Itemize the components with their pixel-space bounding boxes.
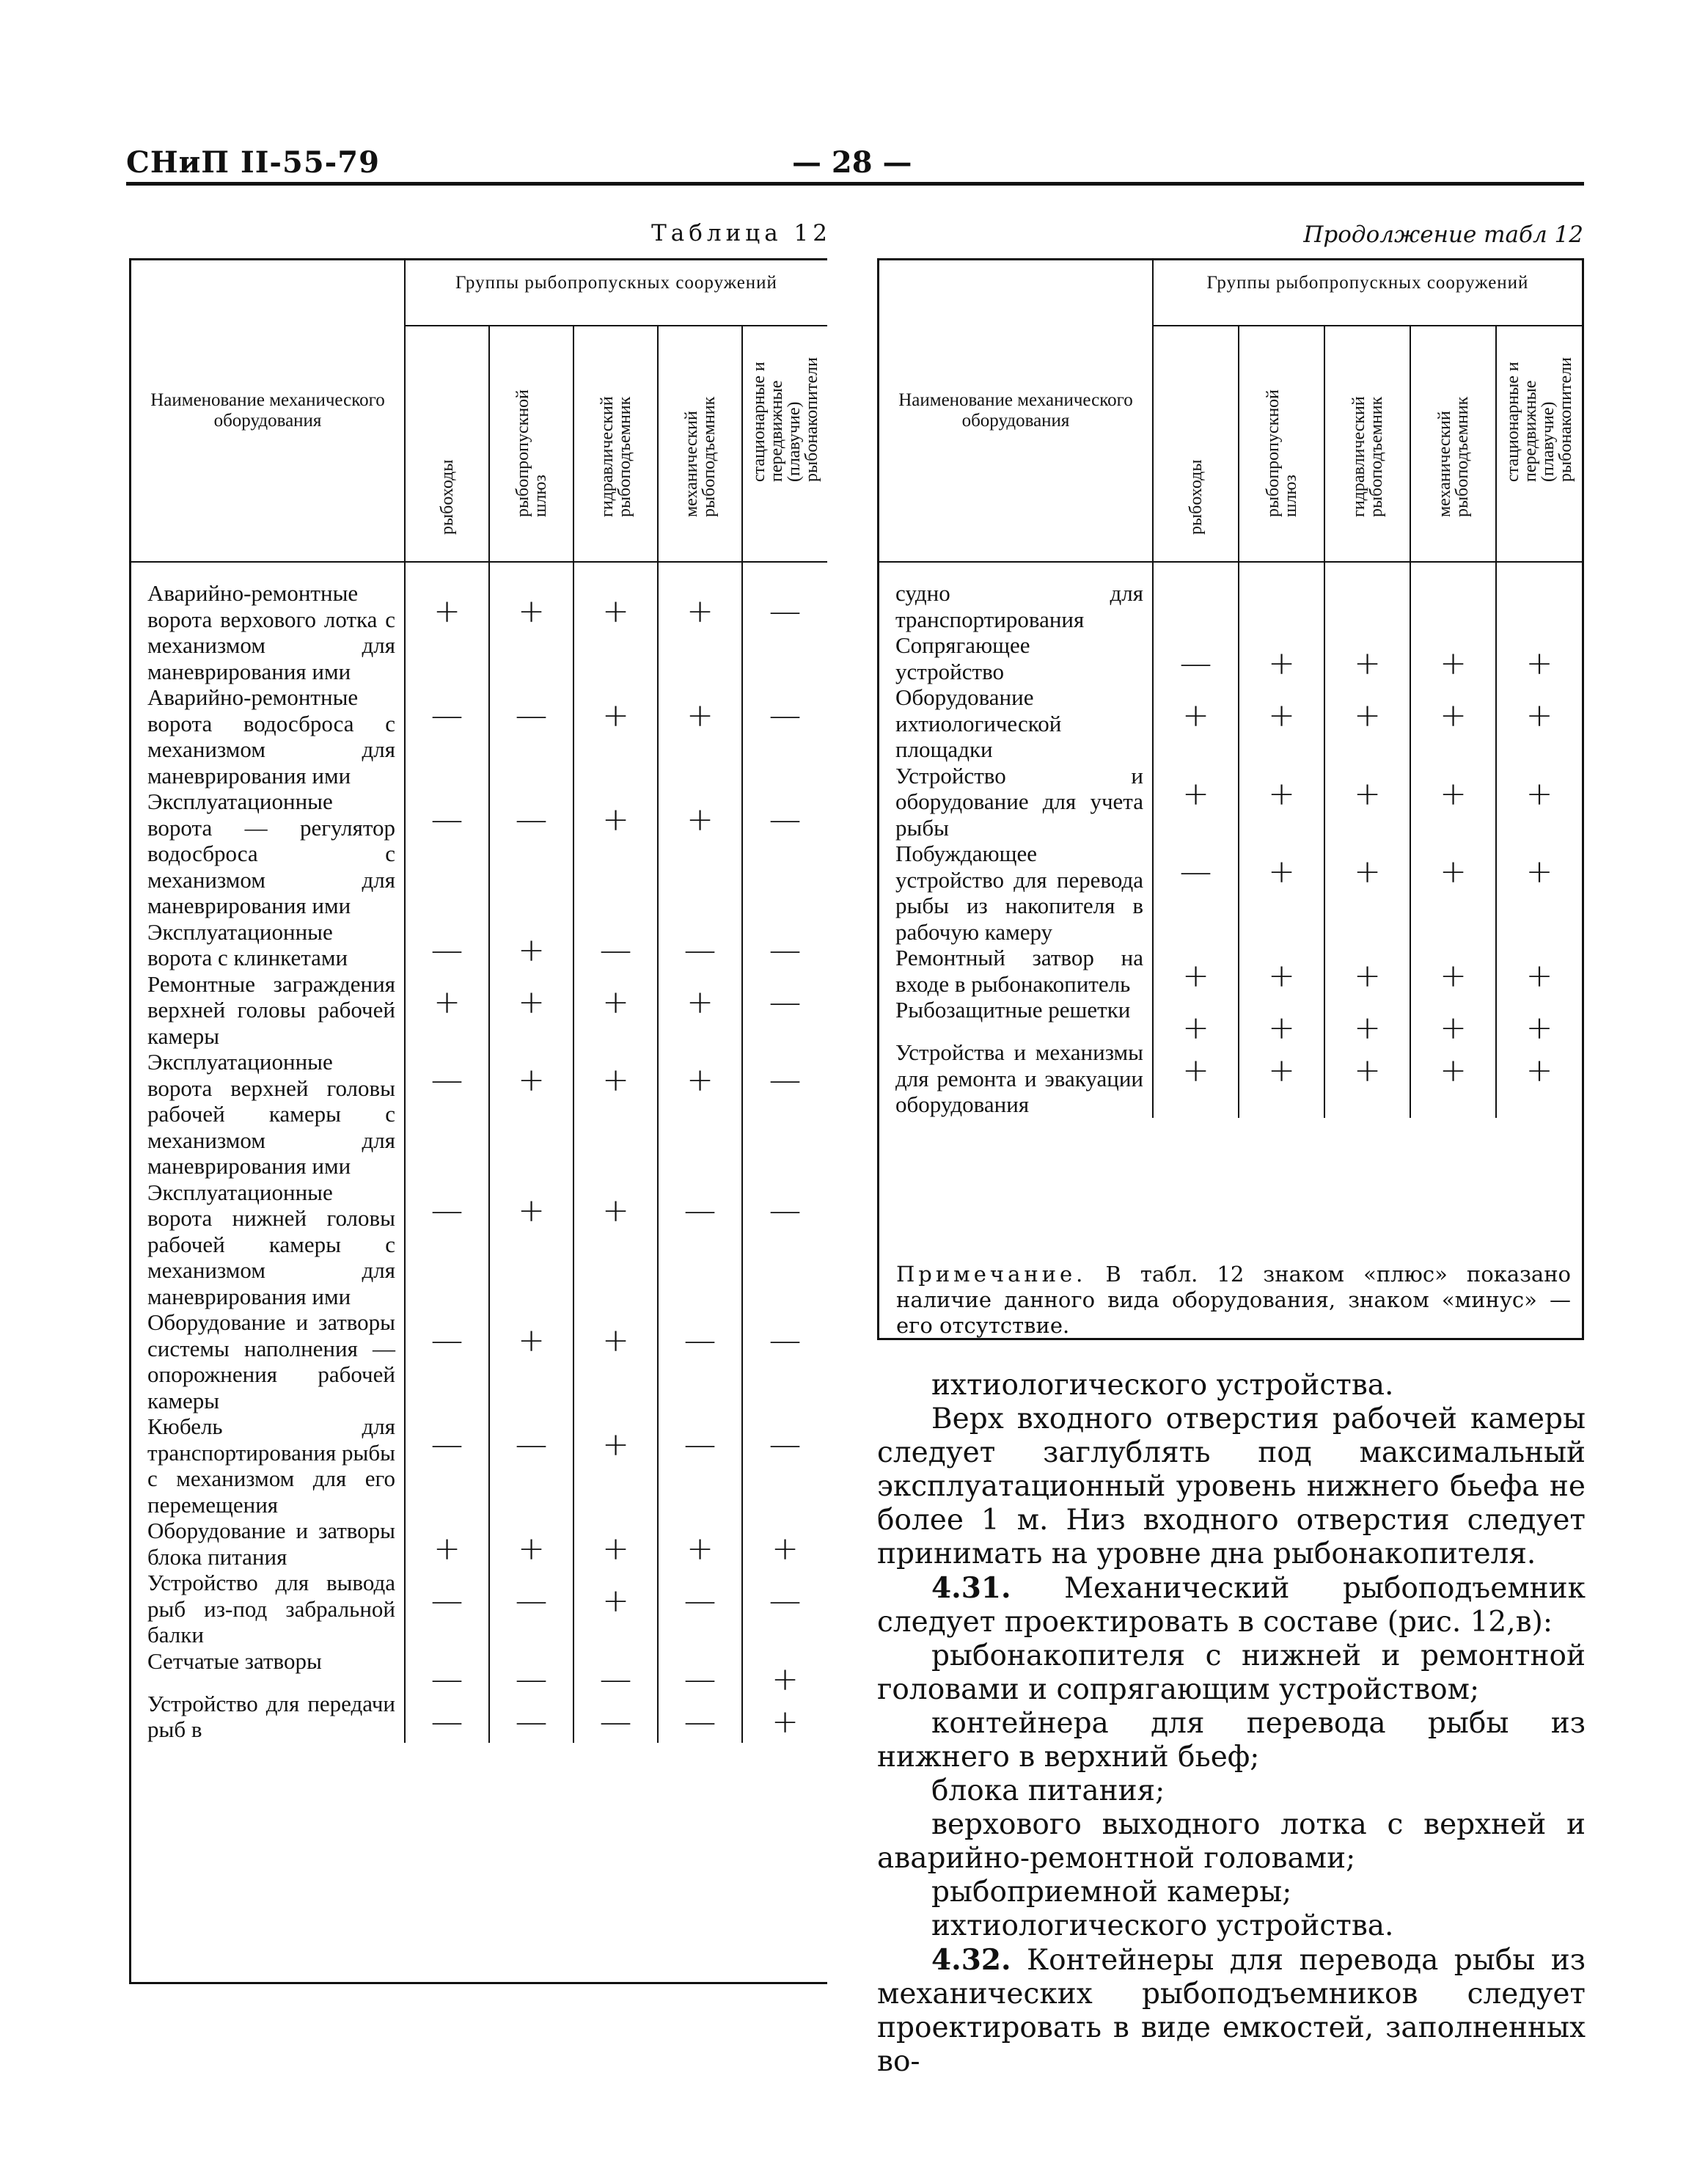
presence-mark: — [489, 789, 573, 919]
presence-mark: + [573, 684, 658, 789]
presence-mark: — [1153, 632, 1239, 684]
presence-mark: + [658, 684, 742, 789]
list-item: блока питания; [931, 1774, 1165, 1807]
equipment-name: Побуждающее устройство для перевода рыбы из накопителя в рабочую камеру [879, 841, 1153, 945]
document-code: СНиП II-55-79 [126, 145, 380, 180]
presence-mark: + [1410, 1039, 1496, 1118]
presence-mark: + [1525, 853, 1553, 890]
body-text [877, 1369, 1586, 2079]
table-row [131, 1570, 827, 1648]
presence-mark: + [1239, 997, 1324, 1039]
equipment-name: Ремонтный затвор на входе в рыбонакопитель [879, 945, 1153, 997]
presence-mark: + [771, 1530, 799, 1568]
presence-mark: — [405, 684, 489, 789]
equipment-name: Аварийно-ремонтные ворота водосброса с механизмом для маневрирования ими [131, 684, 405, 789]
table-row [131, 1179, 827, 1310]
column-header: механический рыбоподъемник [658, 326, 742, 562]
presence-mark: + [1410, 945, 1496, 997]
presence-mark: + [1324, 841, 1410, 945]
presence-mark: + [1324, 632, 1410, 684]
presence-mark: — [1153, 841, 1239, 945]
presence-mark: + [658, 1518, 742, 1570]
table-row [131, 1648, 827, 1691]
column-header: механический рыбоподъемник [1410, 326, 1496, 562]
presence-mark: + [1410, 763, 1496, 841]
presence-mark: + [1410, 997, 1496, 1039]
presence-mark: — [489, 1413, 573, 1518]
table-row [879, 997, 1582, 1039]
presence-mark: — [769, 1322, 802, 1359]
equipment-name: Кюбель для транспортирования рыбы с механизмом для его перемещения [131, 1413, 405, 1518]
table-row [131, 1309, 827, 1413]
paragraph: ихтиологического устройства. [931, 1369, 1394, 1402]
presence-mark: — [769, 1426, 802, 1463]
presence-mark: + [1410, 684, 1496, 763]
presence-mark: — [769, 1191, 802, 1229]
presence-mark [1153, 562, 1239, 632]
table-row [879, 632, 1582, 684]
presence-mark: + [658, 562, 742, 684]
presence-mark: + [1239, 632, 1324, 684]
presence-mark: — [405, 1413, 489, 1518]
presence-mark: — [489, 1691, 573, 1743]
presence-mark: — [405, 1049, 489, 1179]
presence-mark: + [1324, 997, 1410, 1039]
presence-mark: — [405, 1570, 489, 1648]
presence-mark: — [489, 1648, 573, 1691]
presence-mark: + [1525, 1052, 1553, 1089]
presence-mark: — [405, 1179, 489, 1310]
presence-mark [1496, 562, 1582, 632]
group-header: Группы рыбопропускных сооружений [405, 260, 827, 326]
list-item: верхового выходного лотка с верхней и аварийно-ремонтной головами; [877, 1808, 1586, 1875]
right-table-frame [877, 258, 1584, 1340]
presence-mark: — [573, 1648, 658, 1691]
table-row [131, 1518, 827, 1570]
paragraph [877, 1571, 1586, 1639]
table-note [896, 1262, 1571, 1339]
presence-mark: + [1410, 841, 1496, 945]
presence-mark: + [489, 1179, 573, 1310]
presence-mark: + [1239, 763, 1324, 841]
name-column-header: Наименование механического оборудования [131, 260, 405, 563]
presence-mark: + [573, 789, 658, 919]
presence-mark: — [405, 1309, 489, 1413]
page-number: — 28 — [792, 145, 912, 180]
equipment-table [131, 258, 827, 1743]
name-column-header: Наименование механического оборудования [879, 260, 1153, 563]
table-row [879, 763, 1582, 841]
table-row [131, 684, 827, 789]
presence-mark: + [658, 1049, 742, 1179]
equipment-name: Эксплуатационные ворота верхней головы рабочей камеры с механизмом для маневрирования ими [131, 1049, 405, 1179]
clause-text: Контейнеры для перевода рыбы из механических рыбоподъемников следует проектировать в виде емкостей, заполненных во- [877, 1944, 1586, 2078]
presence-mark: — [658, 1413, 742, 1518]
paragraph: Верх входного отверстия рабочей камеры следует заглублять под максимальный эксплуатационный уровень нижнего бьефа не более 1 м. Низ входного отверстия следует принимать на уровне дна рыбонакопителя. [877, 1402, 1586, 1570]
presence-mark [1410, 562, 1496, 632]
presence-mark: + [573, 1309, 658, 1413]
presence-mark: — [573, 1691, 658, 1743]
group-header: Группы рыбопропускных сооружений [1153, 260, 1582, 326]
table-row [131, 1049, 827, 1179]
equipment-name: Ремонтные заграждения верхней головы рабочей камеры [131, 971, 405, 1050]
column-header: гидравлический рыбоподъемник [1324, 326, 1410, 562]
presence-mark: + [1525, 697, 1553, 734]
presence-mark: — [769, 983, 802, 1021]
presence-mark: + [405, 971, 489, 1050]
equipment-name: Рыбозащитные решетки [879, 997, 1153, 1039]
list-item: рыбоприемной камеры; [931, 1876, 1292, 1909]
presence-mark: + [573, 971, 658, 1050]
table-row [879, 1039, 1582, 1118]
equipment-name: Эксплуатационные ворота нижней головы рабочей камеры с механизмом для маневрирования ими [131, 1179, 405, 1310]
presence-mark: + [1324, 763, 1410, 841]
clause-number: 4.31. [931, 1571, 1011, 1605]
presence-mark: + [489, 1309, 573, 1413]
presence-mark: + [489, 1518, 573, 1570]
presence-mark: + [1525, 775, 1553, 813]
table-row [131, 919, 827, 971]
presence-mark: + [405, 1518, 489, 1570]
table-continuation-caption: Продолжение табл 12 [1303, 222, 1583, 248]
table-row [879, 684, 1582, 763]
presence-mark: + [1239, 841, 1324, 945]
note-label: Примечание. [896, 1262, 1087, 1287]
column-header: рыбоходы [1153, 326, 1239, 562]
presence-mark: + [1525, 957, 1553, 995]
presence-mark: + [658, 971, 742, 1050]
equipment-name: Аварийно-ремонтные ворота верхового лотка с механизмом для маневрирования ими [131, 562, 405, 684]
note-text: В табл. 12 знаком «плюс» показано наличие данного вида оборудования, знаком «минус» — его отсутствие. [896, 1262, 1571, 1338]
table-row [131, 789, 827, 919]
presence-mark: + [1239, 684, 1324, 763]
table-row [131, 1691, 827, 1743]
column-header: рыбопропускной шлюз [1239, 326, 1324, 562]
paragraph [877, 1943, 1586, 2079]
presence-mark: + [1153, 1039, 1239, 1118]
presence-mark: + [1239, 1039, 1324, 1118]
equipment-name: Оборудование ихтиологической площадки [879, 684, 1153, 763]
presence-mark: — [769, 1582, 802, 1620]
presence-mark: — [769, 697, 802, 734]
equipment-name: Оборудование и затворы системы наполнения — опорожнения рабочей камеры [131, 1309, 405, 1413]
presence-mark: — [405, 1691, 489, 1743]
table-row [131, 1413, 827, 1518]
presence-mark: + [573, 1413, 658, 1518]
presence-mark: — [658, 1309, 742, 1413]
presence-mark: + [1410, 632, 1496, 684]
equipment-name: Устройства и механизмы для ремонта и эвакуации оборудования [879, 1039, 1153, 1118]
equipment-name: судно для транспортирования [879, 562, 1153, 632]
presence-mark: — [658, 1648, 742, 1691]
table-row [879, 945, 1582, 997]
presence-mark: + [489, 971, 573, 1050]
presence-mark: + [573, 562, 658, 684]
presence-mark: + [1324, 1039, 1410, 1118]
presence-mark: — [658, 1570, 742, 1648]
presence-mark: + [1525, 1009, 1553, 1047]
list-item: ихтиологического устройства. [931, 1909, 1394, 1942]
equipment-name: Устройство и оборудование для учета рыбы [879, 763, 1153, 841]
presence-mark: — [769, 931, 802, 969]
table-row [131, 971, 827, 1050]
presence-mark: + [489, 562, 573, 684]
presence-mark: + [1153, 997, 1239, 1039]
presence-mark: + [573, 1570, 658, 1648]
presence-mark: + [489, 919, 573, 971]
presence-mark: + [1153, 945, 1239, 997]
clause-text: Механический рыбоподъемник следует проектировать в составе (рис. 12,в): [877, 1572, 1586, 1639]
clause-number: 4.32. [931, 1943, 1011, 1977]
table-row [131, 562, 827, 684]
presence-mark: + [1153, 763, 1239, 841]
presence-mark: — [769, 593, 802, 630]
header-rule [126, 182, 1584, 186]
table-caption: Таблица 12 [651, 220, 832, 246]
presence-mark: + [771, 1702, 799, 1741]
presence-mark: + [1324, 945, 1410, 997]
presence-mark: + [573, 1049, 658, 1179]
presence-mark: + [658, 789, 742, 919]
equipment-name: Эксплуатационные ворота — регулятор водосброса с механизмом для маневрирования ими [131, 789, 405, 919]
equipment-name: Эксплуатационные ворота с клинкетами [131, 919, 405, 971]
presence-mark: — [489, 684, 573, 789]
presence-mark: + [771, 1660, 799, 1698]
equipment-name: Оборудование и затворы блока питания [131, 1518, 405, 1570]
presence-mark: + [405, 562, 489, 684]
presence-mark: — [658, 1179, 742, 1310]
equipment-name: Устройство для передачи рыб в [131, 1691, 405, 1743]
equipment-table-continued [879, 258, 1582, 1118]
column-header: рыбоходы [405, 326, 489, 562]
presence-mark: — [405, 919, 489, 971]
presence-mark: — [769, 1061, 802, 1099]
presence-mark [1324, 562, 1410, 632]
presence-mark: + [573, 1179, 658, 1310]
presence-mark: + [1239, 945, 1324, 997]
list-item: рыбонакопителя с нижней и ремонтной головами и сопрягающим устройством; [877, 1639, 1586, 1706]
presence-mark: — [573, 919, 658, 971]
column-header: гидравлический рыбоподъемник [573, 326, 658, 562]
presence-mark: — [405, 1648, 489, 1691]
column-header: стационарные и передвижные (плавучие) рыбонакопители [742, 326, 827, 562]
equipment-name: Сопрягающее устройство [879, 632, 1153, 684]
presence-mark: — [658, 1691, 742, 1743]
presence-mark: — [769, 801, 802, 838]
equipment-name: Устройство для вывода рыб из-под забральной балки [131, 1570, 405, 1648]
presence-mark: — [489, 1570, 573, 1648]
presence-mark: + [1153, 684, 1239, 763]
presence-mark: + [1525, 645, 1553, 682]
left-table-frame [129, 258, 827, 1984]
equipment-name: Сетчатые затворы [131, 1648, 405, 1691]
presence-mark: + [1324, 684, 1410, 763]
presence-mark: + [573, 1518, 658, 1570]
table-row [879, 562, 1582, 632]
presence-mark: — [405, 789, 489, 919]
column-header: рыбопропускной шлюз [489, 326, 573, 562]
list-item: контейнера для перевода рыбы из нижнего в верхний бьеф; [877, 1707, 1586, 1774]
presence-mark [1239, 562, 1324, 632]
presence-mark: + [489, 1049, 573, 1179]
column-header: стационарные и передвижные (плавучие) рыбонакопители [1496, 326, 1582, 562]
table-row [879, 841, 1582, 945]
presence-mark: — [658, 919, 742, 971]
